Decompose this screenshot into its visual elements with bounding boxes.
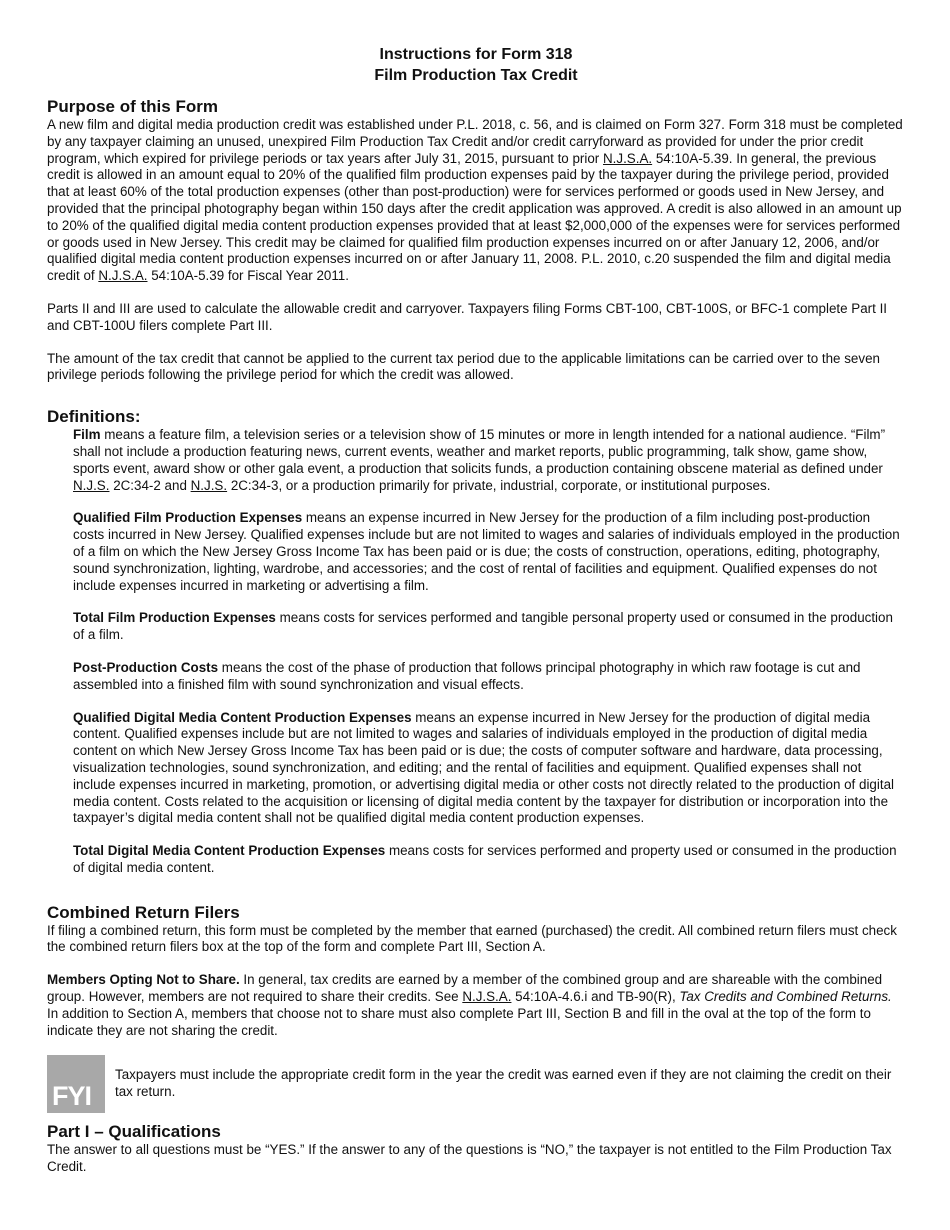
combined-return-heading: Combined Return Filers (47, 902, 240, 922)
purpose-paragraph-1: A new film and digital media production credit was established under P.L. 2018, c. 56, and is claimed on Form 327. Form 318 must be completed by any taxpayer claiming an unused, unexpired Film Production Tax Credit and/or credit carryforward as provided for under the prior credit program, which expired for privilege periods or tax years after July 31, 2015, pursuant to prior N.J.S.A. 54:10A-5.39. In general, the previous credit is allowed in an amount equal to 20% of the qualified film production expenses paid by the taxpayer during the privilege period, provided that at least 60% of the total production expenses (other than post-production) were for services performed or goods used in New Jersey, and provided that the principal photography began within 150 days after the credit application was approved. A credit is also allowed in an amount up to 20% of the qualified digital media content production expenses provided that at least $2,000,000 of the expenses were for services performed or goods used in New Jersey. This credit may be claimed for qualified film production expenses incurred on or after January 12, 2006, and/or qualified digital media content production expenses incurred on or after January 11, 2008. P.L. 2010, c.20 suspended the film and digital media credit of N.J.S.A. 54:10A-5.39 for Fiscal Year 2011. (47, 117, 903, 284)
definition-term: Post-Production Costs (73, 659, 219, 675)
fyi-icon (47, 1055, 105, 1113)
fyi-text: Taxpayers must include the appropriate credit form in the year the credit was earned even if they are not claiming the credit on their tax return. (115, 1067, 892, 1100)
members-opting-paragraph: Members Opting Not to Share. In general, tax credits are earned by a member of the combined group and are shareable with the combined group. However, members are not required to share their credits. See N.J.S.A. 54:10A-4.6.i and TB-90(R), Tax Credits and Combined Returns. In addition to Section A, members that choose not to share must also complete Part III, Section B and fill in the oval at the top of the form to indicate they are not sharing the credit. (47, 972, 892, 1038)
definition-term: Qualified Film Production Expenses (73, 510, 303, 526)
definitions-list (73, 427, 905, 877)
title-line-2: Film Production Tax Credit (374, 67, 578, 84)
purpose-heading: Purpose of this Form (47, 97, 218, 116)
definition-qualified-film-expenses: Qualified Film Production Expenses means an expense incurred in New Jersey for the production of a film including post-production costs incurred in New Jersey. Qualified expenses include but are not limited to wages and salaries of individuals employed in the production of a film on which the New Jersey Gross Income Tax has been paid or is due; the costs of construction, operations, editing, photography, sound synchronization, lighting, wardrobe, and accessories; and the cost of rental of facilities and equipment. Qualified expenses do not include expenses incurred in marketing or advertising a film. (73, 510, 900, 593)
purpose-paragraph-2: Parts II and III are used to calculate the allowable credit and carryover. Taxpayers filing Forms CBT-100, CBT-100S, or BFC-1 complete Part II and CBT-100U filers complete Part III. (47, 300, 888, 333)
instructions-page (47, 44, 905, 1176)
combined-paragraph-1: If filing a combined return, this form must be completed by the member that earned (purchased) the credit. All combined return filers must check the combined return filers box at the top of the form and complete Part III, Section A. (47, 922, 897, 955)
njsa-reference: N.J.S.A. (462, 989, 512, 1005)
njsa-reference: N.J.S.A. (98, 268, 148, 284)
njs-reference: N.J.S. (73, 477, 110, 493)
members-opting-term: Members Opting Not to Share. (47, 972, 240, 988)
document-title (47, 44, 905, 86)
definition-total-digital-media-expenses: Total Digital Media Content Production Expenses means costs for services performed and property used or consumed in the production of digital media content. (73, 843, 897, 875)
definition-film: Film means a feature film, a television series or a television show of 15 minutes or more in length intended for a national audience. “Film” shall not include a production featuring news, current events, weather and market reports, public programming, talk show, game show, sports event, award show or other gala event, a production that solicits funds, a production containing obscene material as defined under N.J.S. 2C:34-2 and N.J.S. 2C:34-3, or a production primarily for private, industrial, corporate, or institutional purposes. (73, 427, 886, 493)
definition-qualified-digital-media-expenses: Qualified Digital Media Content Production Expenses means an expense incurred in New Jersey for the production of digital media content. Qualified expenses include but are not limited to wages and salaries of individuals employed in the production of digital media content on which New Jersey Gross Income Tax has been paid or is due; the costs of computer software and hardware, data processing, visualization technologies, sound synchronization, and editing; and the rental of facilities and equipment. Qualified expenses shall not include expenses incurred in marketing, promotion, or advertising digital media or other costs not directly related to the production of digital media content. Costs related to the acquisition or licensing of digital media content by the taxpayer for distribution or incorporation into the taxpayer’s digital media content shall not be qualified digital media content production expenses. (73, 709, 894, 826)
njs-reference: N.J.S. (190, 477, 228, 493)
part1-paragraph: The answer to all questions must be “YES.” If the answer to any of the questions is “NO,” the taxpayer is not entitled to the Film Production Tax Credit. (47, 1142, 892, 1175)
title-line-1: Instructions for Form 318 (379, 46, 573, 63)
definition-term: Qualified Digital Media Content Production Expenses (73, 709, 412, 725)
definition-total-film-expenses: Total Film Production Expenses means costs for services performed and tangible personal property used or consumed in the production of a film. (73, 610, 893, 643)
part1-heading: Part I – Qualifications (47, 1122, 221, 1142)
definitions-heading: Definitions: (47, 407, 141, 427)
fyi-label: FYI (52, 1081, 92, 1112)
publication-title: Tax Credits and Combined Returns. (679, 989, 892, 1005)
definition-post-production-costs: Post-Production Costs means the cost of the phase of production that follows principal photography in which raw footage is cut and assembled into a finished film with sound synchronization and visual effects. (73, 659, 861, 692)
purpose-paragraph-3: The amount of the tax credit that cannot be applied to the current tax period due to the applicable limitations can be carried over to the seven privilege periods following the privilege period for which the credit was allowed. (47, 350, 880, 383)
definition-term: Total Film Production Expenses (73, 610, 276, 626)
definition-term: Film (73, 427, 101, 443)
njsa-reference: N.J.S.A. (603, 150, 653, 166)
fyi-callout (47, 1055, 905, 1113)
definition-term: Total Digital Media Content Production Expenses (73, 843, 386, 859)
